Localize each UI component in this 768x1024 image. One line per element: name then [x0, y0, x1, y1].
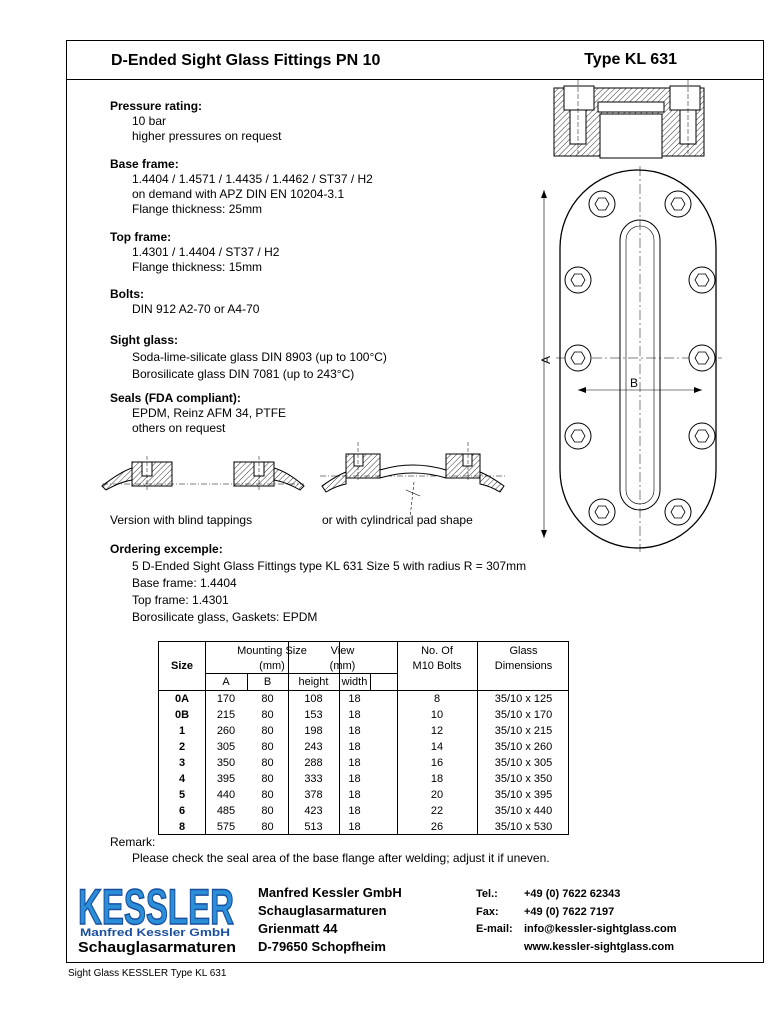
spec-line: DIN 912 A2-70 or A4-70	[132, 302, 260, 316]
email-label: E-mail:	[476, 923, 513, 935]
caption-pad: or with cylindrical pad shape	[322, 513, 473, 527]
spec-seals	[110, 391, 286, 436]
remark-heading: Remark:	[110, 835, 156, 849]
col-size: Size	[170, 660, 193, 672]
col-a: A	[222, 676, 230, 688]
table-cell: 18	[348, 725, 361, 737]
spec-bolts	[110, 287, 259, 317]
table-cell: 8	[433, 693, 441, 705]
kessler-logo	[76, 876, 238, 956]
tel-label: Tel.:	[476, 888, 498, 900]
table-cell: 80	[261, 709, 274, 721]
ordering-line: Base frame: 1.4404	[132, 576, 237, 590]
table-cell: 35/10 x 125	[494, 693, 553, 705]
table-cell: 18	[430, 773, 444, 785]
table-cell: 80	[261, 821, 274, 833]
table-cell: 18	[348, 709, 361, 721]
spec-heading: Bolts:	[110, 287, 144, 301]
page-title: D-Ended Sight Glass Fittings PN 10	[111, 52, 381, 69]
size-cell: 1	[178, 725, 186, 737]
website-link[interactable]: www.kessler-sightglass.com	[524, 940, 674, 953]
table-cell: 10	[430, 709, 444, 721]
table-cell: 243	[304, 741, 323, 753]
table-cell: 378	[304, 789, 323, 801]
table-cell: 333	[304, 773, 323, 785]
spec-line: Flange thickness: 15mm	[132, 260, 263, 274]
fax-label: Fax:	[476, 905, 499, 918]
table-row	[159, 707, 568, 723]
col-glass2: Dimensions	[494, 660, 553, 672]
table-row	[159, 771, 568, 787]
table-cell: 395	[216, 773, 236, 785]
dimension-label-b: B	[630, 376, 639, 390]
table-cell: 440	[216, 789, 236, 801]
company-city: D-79650 Schopfheim	[258, 939, 386, 954]
table-row	[159, 803, 568, 819]
spec-heading: Sight glass:	[110, 333, 179, 347]
table-cell: 80	[261, 757, 274, 769]
spec-line: 1.4404 / 1.4571 / 1.4435 / 1.4462 / ST37 / H2	[132, 172, 373, 186]
svg-text:Manfred Kessler GmbH: Manfred Kessler GmbH	[80, 927, 231, 939]
blind-tapping-drawing	[100, 450, 306, 508]
col-width: width	[341, 676, 368, 688]
spec-line: 10 bar	[132, 114, 167, 128]
col-height: height	[298, 676, 329, 688]
size-table	[158, 641, 569, 835]
table-cell: 198	[304, 725, 323, 737]
table-cell: 35/10 x 350	[494, 773, 553, 785]
table-row	[159, 739, 568, 755]
table-cell: 35/10 x 170	[494, 709, 553, 721]
spec-line: 1.4301 / 1.4404 / ST37 / H2	[132, 245, 280, 259]
kessler-logo-graphic	[76, 876, 238, 956]
table-cell: 215	[216, 709, 236, 721]
table-cell: 18	[348, 805, 361, 817]
size-cell: 6	[178, 805, 186, 817]
size-cell: 5	[178, 789, 186, 801]
table-cell: 80	[261, 789, 274, 801]
spec-line: on demand with APZ DIN EN 10204-3.1	[132, 187, 345, 201]
table-row	[159, 723, 568, 739]
table-row	[159, 755, 568, 771]
spec-heading: Top frame:	[110, 230, 172, 244]
remark	[110, 834, 550, 866]
size-cell: 3	[178, 757, 186, 769]
company-address	[258, 884, 402, 956]
col-glass: Glass	[509, 645, 538, 657]
spec-line: higher pressures on request	[132, 129, 282, 143]
spec-heading: Base frame:	[110, 157, 179, 171]
company-street: Grienmatt 44	[258, 921, 338, 936]
size-cell: 0A	[174, 693, 190, 705]
table-cell: 18	[348, 821, 361, 833]
table-cell: 80	[261, 693, 274, 705]
table-cell: 80	[261, 725, 274, 737]
col-bolts2: M10 Bolts	[412, 660, 462, 672]
col-b: B	[263, 676, 272, 688]
table-cell: 20	[430, 789, 444, 801]
ordering-line: Borosilicate glass, Gaskets: EPDM	[132, 610, 318, 624]
company-name: Manfred Kessler GmbH	[258, 885, 402, 900]
table-cell: 485	[216, 805, 236, 817]
table-cell: 80	[261, 773, 274, 785]
tel-value: +49 (0) 7622 62343	[524, 888, 621, 900]
spec-sight-glass	[110, 332, 387, 383]
type-label: Type KL 631	[584, 51, 677, 68]
col-mount-unit: (mm)	[259, 660, 285, 672]
table-row	[159, 787, 568, 803]
spec-heading: Seals (FDA compliant):	[110, 391, 241, 405]
dimension-label-a: A	[539, 355, 554, 365]
table-row	[159, 691, 568, 707]
caption-blind: Version with blind tappings	[110, 513, 253, 527]
spec-top-frame	[110, 230, 279, 275]
table-cell: 35/10 x 395	[494, 789, 553, 801]
spec-line: Soda-lime-silicate glass DIN 8903 (up to 100°C)	[132, 350, 387, 364]
table-cell: 18	[348, 773, 361, 785]
size-cell: 0B	[174, 709, 190, 721]
table-cell: 423	[304, 805, 323, 817]
table-cell: 80	[261, 741, 274, 753]
table-cell: 153	[304, 709, 323, 721]
table-cell: 35/10 x 215	[494, 725, 553, 737]
fitting-drawing	[540, 78, 762, 556]
ordering-line: 5 D-Ended Sight Glass Fittings type KL 631 Size 5 with radius R = 307mm	[132, 559, 527, 573]
table-cell: 22	[430, 805, 444, 817]
ordering-line: Top frame: 1.4301	[132, 593, 229, 607]
ordering-heading: Ordering excemple:	[110, 542, 223, 556]
table-cell: 305	[216, 741, 236, 753]
table-row	[159, 819, 568, 835]
table-cell: 80	[261, 805, 274, 817]
table-cell: 18	[348, 757, 361, 769]
table-cell: 288	[304, 757, 323, 769]
svg-text:Schauglasarmaturen: Schauglasarmaturen	[78, 939, 237, 956]
table-cell: 18	[348, 741, 361, 753]
table-cell: 12	[430, 725, 444, 737]
table-cell: 14	[430, 741, 444, 753]
spec-line: EPDM, Reinz AFM 34, PTFE	[132, 406, 287, 420]
remark-text: Please check the seal area of the base flange after welding; adjust it if uneven.	[132, 851, 550, 865]
svg-text:KESSLER: KESSLER	[78, 879, 234, 935]
contact-info	[476, 886, 677, 956]
col-bolts: No. Of	[421, 645, 453, 657]
size-cell: 2	[178, 741, 186, 753]
title-bar	[67, 41, 763, 80]
table-cell: 26	[430, 821, 444, 833]
col-view-unit: (mm)	[329, 660, 356, 672]
spec-line: Borosilicate glass DIN 7081 (up to 243°C)	[132, 367, 355, 381]
ordering-example	[110, 541, 526, 626]
size-cell: 8	[178, 821, 186, 833]
fax-value: +49 (0) 7622 7197	[524, 905, 615, 918]
table-cell: 35/10 x 440	[494, 805, 553, 817]
table-cell: 35/10 x 305	[494, 757, 553, 769]
table-cell: 575	[216, 821, 236, 833]
table-cell: 16	[430, 757, 444, 769]
company-line2: Schauglasarmaturen	[258, 903, 387, 918]
col-view: View	[330, 645, 355, 657]
table-cell: 18	[348, 693, 361, 705]
table-cell: 513	[304, 821, 323, 833]
size-cell: 4	[178, 773, 186, 785]
pad-shape-drawing	[318, 440, 508, 520]
footer-note: Sight Glass KESSLER Type KL 631	[68, 968, 227, 979]
email-link[interactable]: info@kessler-sightglass.com	[524, 923, 677, 935]
col-mount: Mounting Size	[237, 645, 307, 657]
table-cell: 260	[216, 725, 236, 737]
spec-pressure	[110, 99, 281, 144]
table-cell: 18	[348, 789, 361, 801]
table-cell: 170	[216, 693, 236, 705]
spec-base-frame	[110, 157, 373, 217]
spec-line: others on request	[132, 421, 226, 435]
spec-line: Flange thickness: 25mm	[132, 202, 263, 216]
spec-heading: Pressure rating:	[110, 99, 203, 113]
table-cell: 35/10 x 530	[494, 821, 553, 833]
table-cell: 108	[304, 693, 323, 705]
table-cell: 35/10 x 260	[494, 741, 553, 753]
table-cell: 350	[216, 757, 236, 769]
